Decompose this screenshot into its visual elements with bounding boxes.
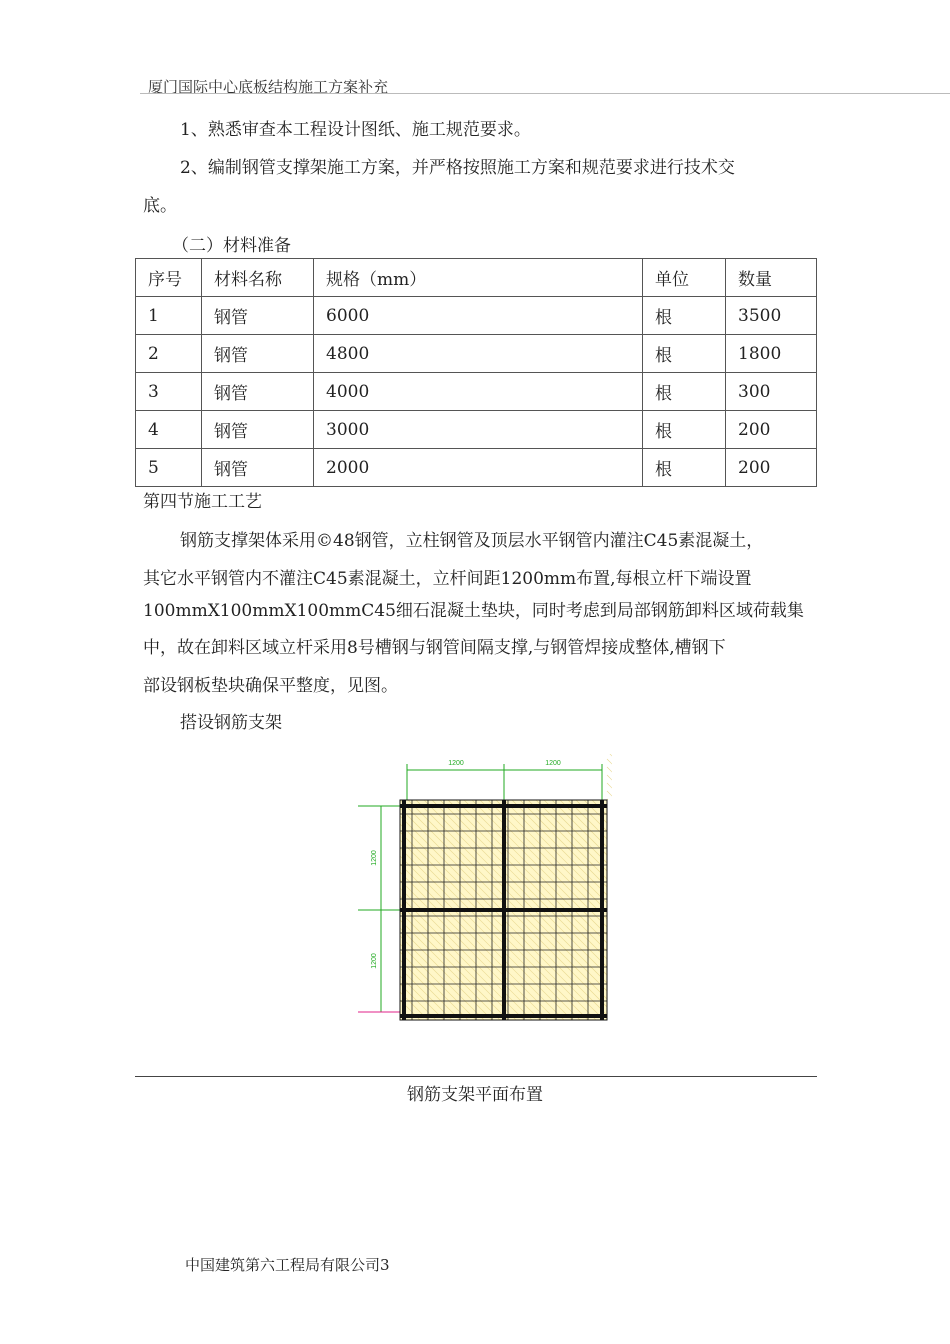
page-header-title: 厦门国际中心底板结构施工方案补充 bbox=[148, 78, 389, 96]
table-cell: 材料名称 bbox=[202, 259, 314, 297]
table-header-row bbox=[136, 259, 817, 297]
body-line-4: 中，故在卸料区域立杆采用8号槽钢与钢管间隔支撑,与钢管焊接成整体,槽钢下 bbox=[143, 638, 726, 658]
table-cell: 钢管 bbox=[202, 297, 314, 335]
table-cell: 5 bbox=[136, 449, 202, 487]
dim-top-right: 1200 bbox=[545, 760, 561, 767]
table-cell: 单位 bbox=[643, 259, 726, 297]
dim-left-top: 1200 bbox=[371, 850, 378, 866]
table-row bbox=[136, 449, 817, 487]
dim-left-bottom: 1200 bbox=[371, 953, 378, 969]
table-cell: 1800 bbox=[726, 335, 817, 373]
table-cell: 4000 bbox=[314, 373, 643, 411]
table-cell: 200 bbox=[726, 449, 817, 487]
table-row bbox=[136, 335, 817, 373]
table-cell: 2000 bbox=[314, 449, 643, 487]
materials-subheading: （二）材料准备 bbox=[172, 236, 291, 256]
table-cell: 根 bbox=[643, 335, 726, 373]
body-line-3: 100mmX100mmX100mmC45细石混凝土垫块，同时考虑到局部钢筋卸料区域荷载集 bbox=[143, 601, 804, 621]
table-cell: 1 bbox=[136, 297, 202, 335]
table-cell: 4800 bbox=[314, 335, 643, 373]
table-cell: 钢管 bbox=[202, 373, 314, 411]
page-footer: 中国建筑第六工程局有限公司3 bbox=[185, 1256, 390, 1274]
materials-table bbox=[135, 258, 817, 487]
table-cell: 3500 bbox=[726, 297, 817, 335]
table-row bbox=[136, 373, 817, 411]
body-line-5: 部设钢板垫块确保平整度，见图。 bbox=[143, 676, 398, 696]
figure-caption: 钢筋支架平面布置 bbox=[407, 1085, 543, 1105]
table-cell: 根 bbox=[643, 449, 726, 487]
body-line-2: 其它水平钢管内不灌注C45素混凝土，立杆间距1200mm布置,每根立杆下端设置 bbox=[143, 569, 752, 589]
dim-top-left: 1200 bbox=[448, 760, 464, 767]
table-cell: 6000 bbox=[314, 297, 643, 335]
prep-item-1: 1、熟悉审查本工程设计图纸、施工规范要求。 bbox=[180, 120, 531, 140]
header-divider bbox=[140, 93, 950, 94]
table-cell: 规格（mm） bbox=[314, 259, 643, 297]
figure-rule bbox=[135, 1076, 817, 1077]
table-cell: 钢管 bbox=[202, 335, 314, 373]
table-cell: 3000 bbox=[314, 411, 643, 449]
table-cell: 序号 bbox=[136, 259, 202, 297]
table-cell: 根 bbox=[643, 373, 726, 411]
table-cell: 根 bbox=[643, 297, 726, 335]
table-cell: 数量 bbox=[726, 259, 817, 297]
table-cell: 根 bbox=[643, 411, 726, 449]
table-row bbox=[136, 411, 817, 449]
erect-label: 搭设钢筋支架 bbox=[180, 713, 282, 733]
table-cell: 4 bbox=[136, 411, 202, 449]
table-row bbox=[136, 297, 817, 335]
table-cell: 300 bbox=[726, 373, 817, 411]
table-cell: 钢管 bbox=[202, 411, 314, 449]
prep-item-2: 2、编制钢管支撑架施工方案，并严格按照施工方案和规范要求进行技术交 bbox=[180, 158, 735, 178]
table-cell: 200 bbox=[726, 411, 817, 449]
table-cell: 钢管 bbox=[202, 449, 314, 487]
prep-item-2-cont: 底。 bbox=[143, 196, 177, 216]
table-cell: 3 bbox=[136, 373, 202, 411]
section-title: 第四节施工工艺 bbox=[143, 492, 262, 512]
body-line-1: 钢筋支撑架体采用©48钢管，立柱钢管及顶层水平钢管内灌注C45素混凝土， bbox=[180, 531, 764, 551]
support-frame-plan-drawing bbox=[350, 754, 612, 1024]
table-cell: 2 bbox=[136, 335, 202, 373]
